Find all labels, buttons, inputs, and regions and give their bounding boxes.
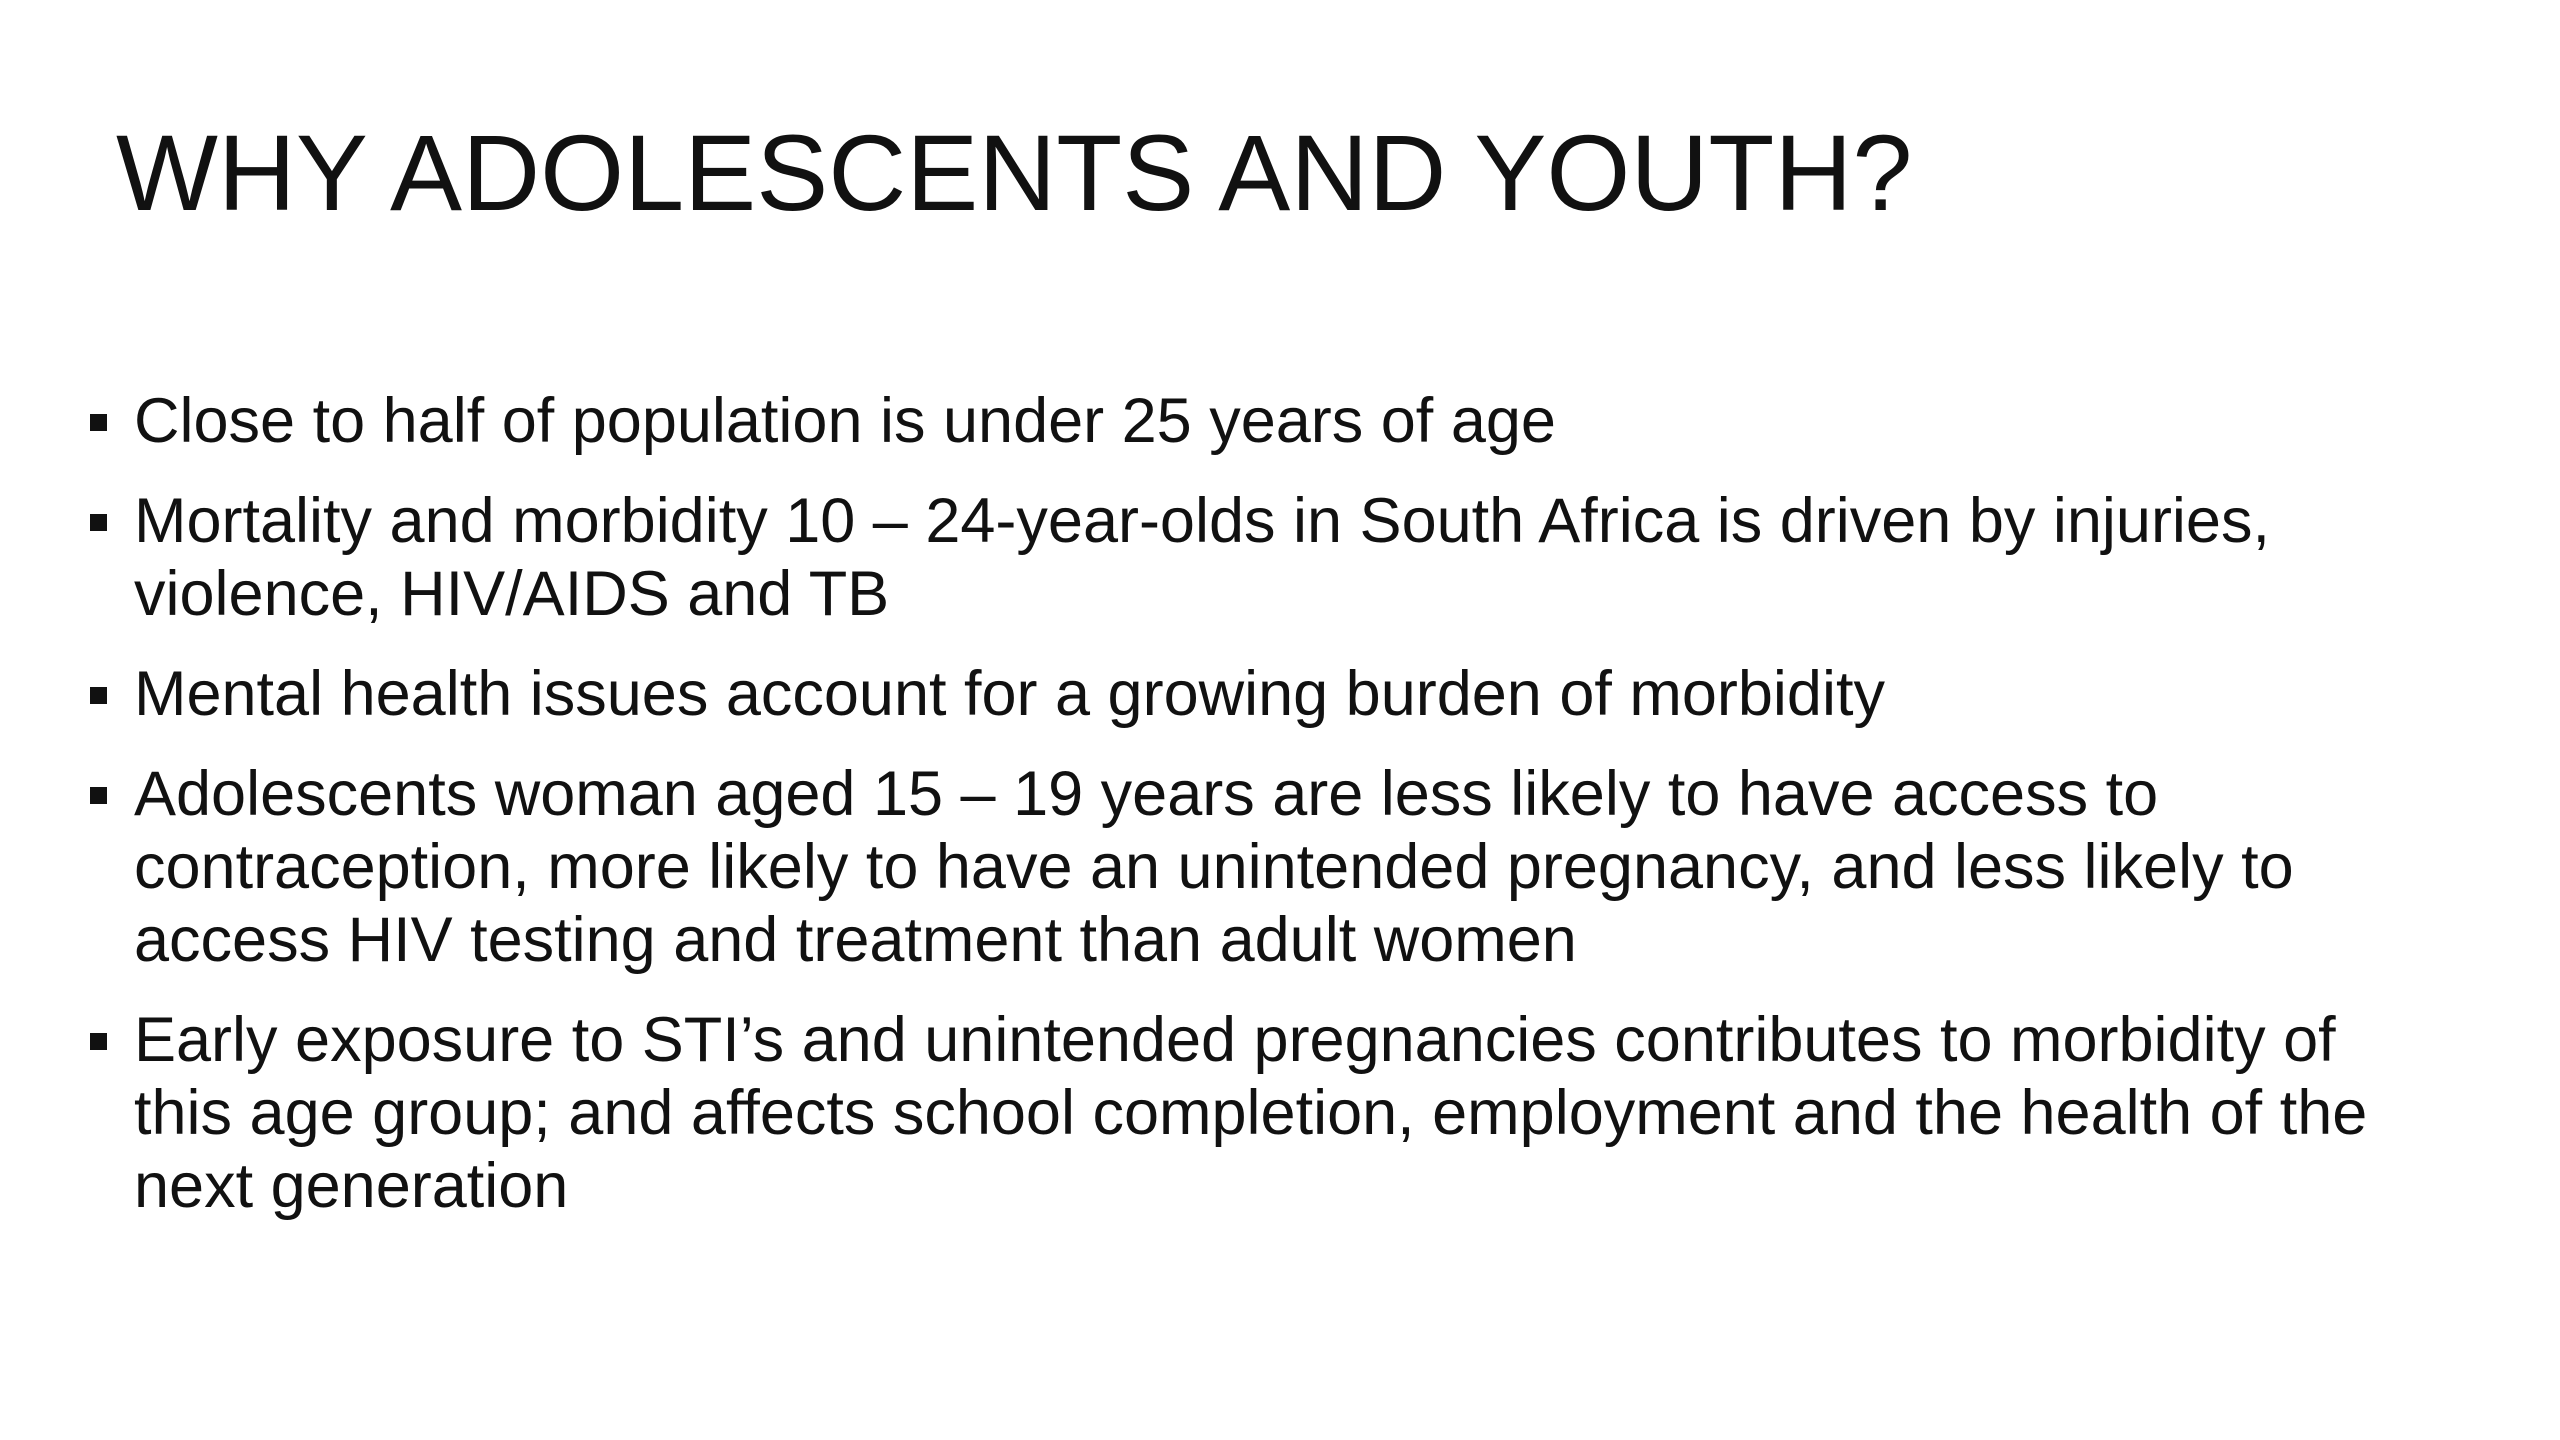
- bullet-text: Mental health issues account for a growing burden of morbidity: [134, 659, 1885, 729]
- slide-title: WHY ADOLESCENTS AND YOUTH?: [116, 112, 1913, 233]
- square-bullet-icon: [90, 1033, 107, 1050]
- bullet-text: Close to half of population is under 25 years of age: [134, 386, 1556, 456]
- square-bullet-icon: [90, 414, 107, 431]
- bullet-text: Mortality and morbidity 10 – 24-year-olds in South Africa is driven by injuries, violence, HIV/AIDS and TB: [134, 486, 2270, 629]
- bullet-list: [90, 385, 2380, 1250]
- square-bullet-icon: [90, 514, 107, 531]
- bullet-item: [90, 385, 2380, 458]
- bullet-item: [90, 1004, 2380, 1223]
- square-bullet-icon: [90, 687, 107, 704]
- bullet-item: [90, 658, 2380, 731]
- bullet-text: Adolescents woman aged 15 – 19 years are less likely to have access to contraception, more likely to have an unintended pregnancy, and less likely to access HIV testing and treatment than adult women: [134, 759, 2294, 975]
- square-bullet-icon: [90, 787, 107, 804]
- bullet-text: Early exposure to STI’s and unintended pregnancies contributes to morbidity of this age group; and affects school completion, employment and the health of the next generation: [134, 1005, 2368, 1221]
- bullet-item: [90, 758, 2380, 977]
- bullet-item: [90, 485, 2380, 631]
